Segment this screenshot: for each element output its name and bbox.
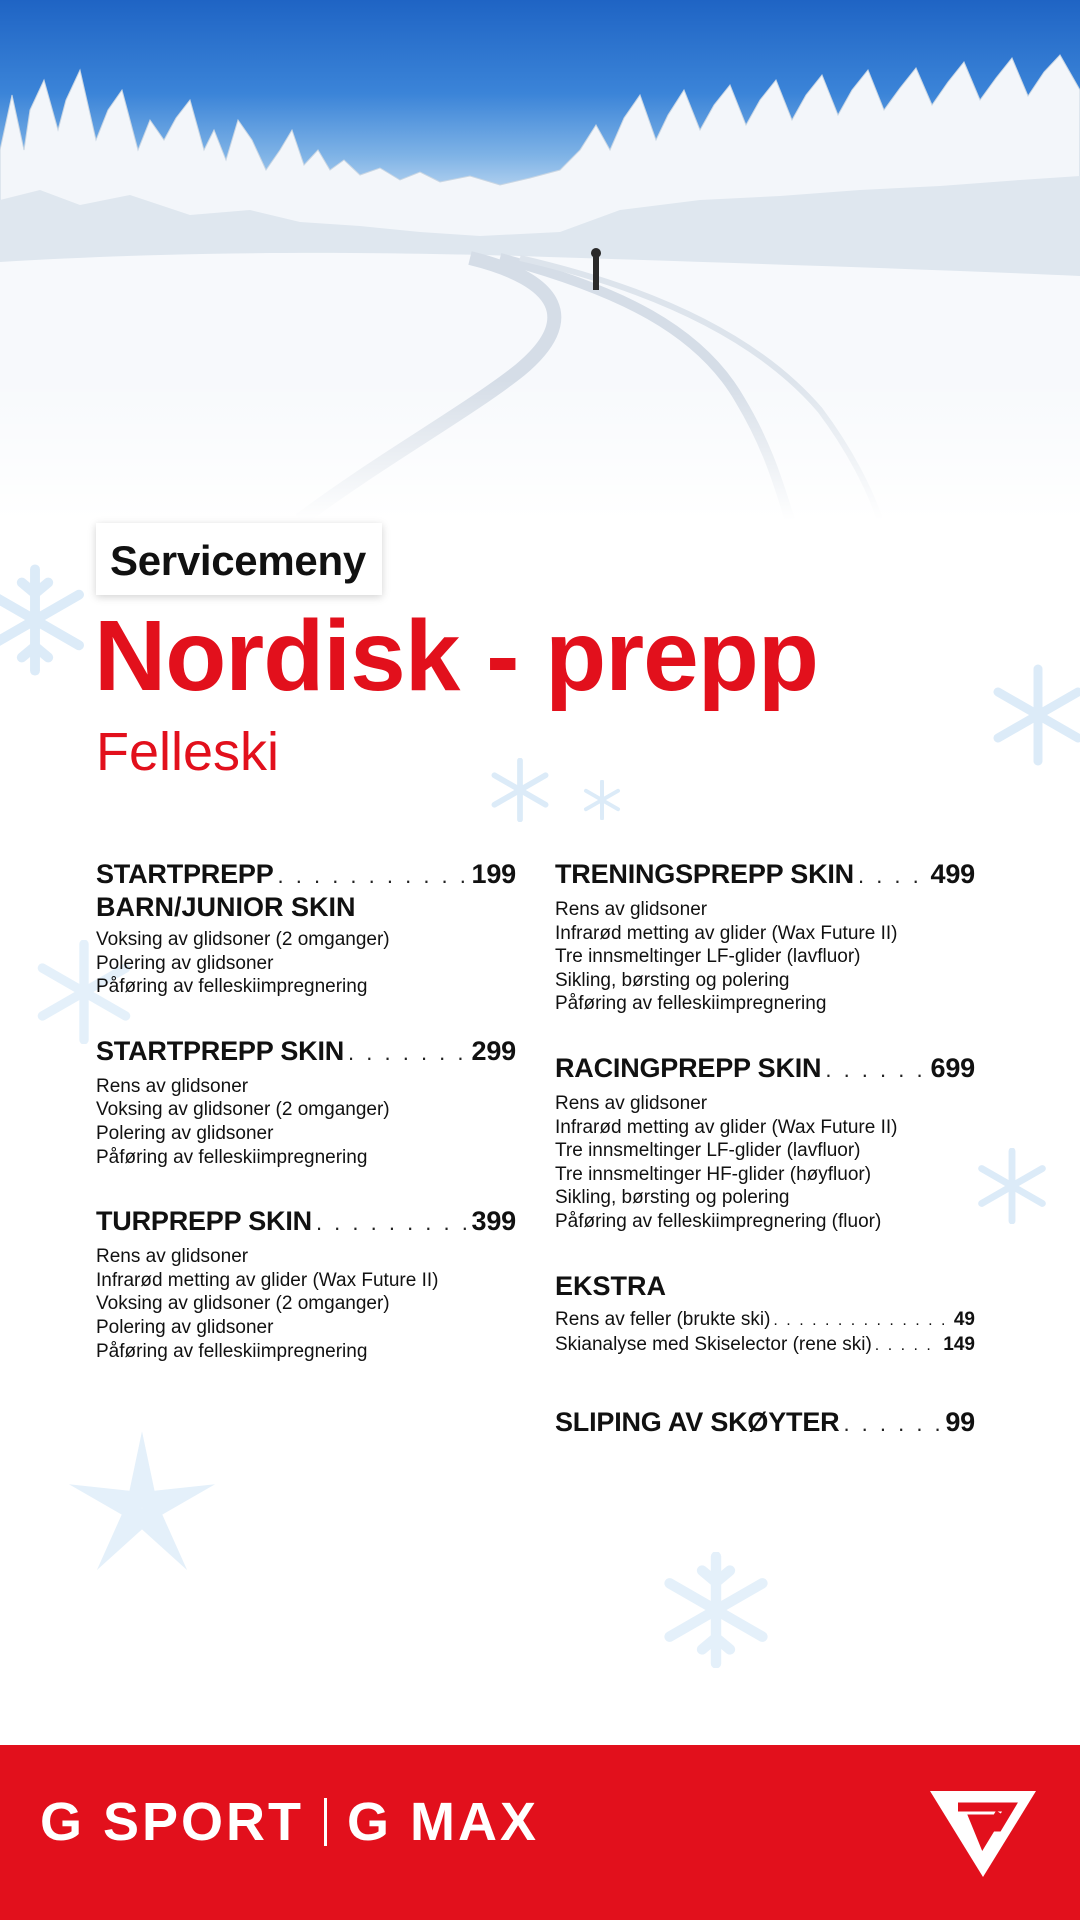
service-item-description [96,1245,516,1363]
description-line: Sikling, børsting og polering [555,969,790,991]
service-item-header [555,1406,975,1440]
extra-price: 49 [953,1308,975,1330]
service-item-name: SLIPING AV SKØYTER [555,1406,840,1437]
description-line: Tre innsmeltinger LF-glider (lavfluor) [555,1140,861,1162]
servicemeny-badge: Servicemeny [96,523,382,595]
description-line: Påføring av felleskiimpregnering [96,1340,368,1362]
leader-dots [348,1037,468,1069]
description-line: Voksing av glidsoner (2 omganger) [96,929,390,950]
footer-banner [0,1745,1080,1920]
description-line: Polering av glidsoner [96,1122,274,1144]
hero-fade-overlay [0,380,1080,520]
service-item-turprepp-skin [96,1205,516,1363]
service-item-price: 699 [930,1052,975,1083]
service-item-description [555,1092,975,1234]
service-item-name: STARTPREPP SKIN [96,1035,345,1066]
description-line: Sikling, børsting og polering [555,1187,790,1209]
description-line: Polering av glidsoner [96,1316,274,1338]
service-item-description [555,898,975,1016]
description-line: Tre innsmeltinger LF-glider (lavfluor) [555,946,861,968]
extra-label: Skianalyse med Skiselector (rene ski) [555,1333,872,1355]
description-line: Rens av glidsoner [555,899,708,920]
snowflake-icon [488,758,552,822]
description-line: Påføring av felleskiimpregnering (fluor) [555,1210,882,1232]
service-item-racingprepp-skin [555,1052,975,1234]
description-line: Polering av glidsoner [96,952,274,974]
service-item-price: 299 [471,1035,516,1066]
service-item-price: 199 [471,859,516,889]
brand-separator [324,1798,327,1846]
extra-row [555,1308,975,1333]
leader-dots [278,860,468,892]
snowflake-icon [988,660,1080,770]
description-line: Infrarød metting av glider (Wax Future II) [555,922,898,944]
service-item-price: 499 [930,859,975,889]
description-line: Voksing av glidsoner (2 omganger) [96,1099,390,1121]
snowflake-icon [0,555,90,685]
extra-label: Rens av feller (brukte ski) [555,1308,771,1330]
extra-section [555,1270,975,1358]
hero-winter-landscape [0,0,1080,520]
service-item-sliping-skoyter [555,1406,975,1440]
description-line: Infrarød metting av glider (Wax Future II) [555,1116,898,1138]
description-line: Påføring av felleskiimpregnering [96,1146,368,1168]
description-line: Rens av glidsoner [96,1246,249,1268]
service-item-price: 99 [945,1406,975,1437]
snowflake-icon [62,1428,222,1588]
brand-g-max: G MAX [347,1792,540,1852]
service-item-header [96,1205,516,1239]
extra-heading: EKSTRA [555,1270,667,1301]
snowflake-icon [582,780,622,820]
description-line: Rens av glidsoner [555,1092,708,1114]
service-item-description [96,1075,516,1169]
service-item-startprepp-junior [96,858,516,999]
leader-dots [843,1408,941,1440]
description-line: Tre innsmeltinger HF-glider (høyfluor) [555,1163,872,1185]
leader-dots [773,1309,950,1333]
description-line: Infrarød metting av glider (Wax Future II) [96,1269,439,1291]
description-line: Påføring av felleskiimpregnering [96,976,368,998]
brand-wordmark [40,1791,539,1853]
service-item-name: TURPREPP SKIN [96,1206,312,1237]
description-line: Rens av glidsoner [96,1075,249,1097]
leader-dots [858,860,927,892]
menu-column-left [96,858,516,1399]
page-subtitle: Felleski [96,722,280,782]
leader-dots [316,1207,468,1239]
service-item-price: 399 [471,1206,516,1237]
service-item-description [96,928,516,999]
description-line: Voksing av glidsoner (2 omganger) [96,1293,390,1315]
service-item-name: STARTPREPP [96,859,274,889]
service-item-name: TRENINGSPREPP SKIN [555,859,854,889]
service-item-header [96,858,516,892]
leader-dots [825,1054,926,1086]
service-item-subname: BARN/JUNIOR SKIN [96,892,356,922]
snowflake-icon [658,1552,774,1668]
service-item-treningsprepp-skin [555,858,975,1016]
description-line: Påføring av felleskiimpregnering [555,993,827,1015]
brand-g-sport: G SPORT [40,1792,305,1852]
service-item-header [555,1052,975,1086]
service-item-name: RACINGPREPP SKIN [555,1052,822,1083]
service-item-header [96,1035,516,1069]
service-item-startprepp-skin [96,1035,516,1169]
leader-dots [875,1334,941,1358]
page-title: Nordisk - prepp [94,600,818,712]
extra-row [555,1333,975,1358]
service-item-header [555,858,975,892]
menu-column-right [555,858,975,1476]
g-sport-triangle-logo-icon [928,1785,1038,1886]
extra-price: 149 [943,1333,975,1355]
snowflake-icon [974,1148,1050,1224]
